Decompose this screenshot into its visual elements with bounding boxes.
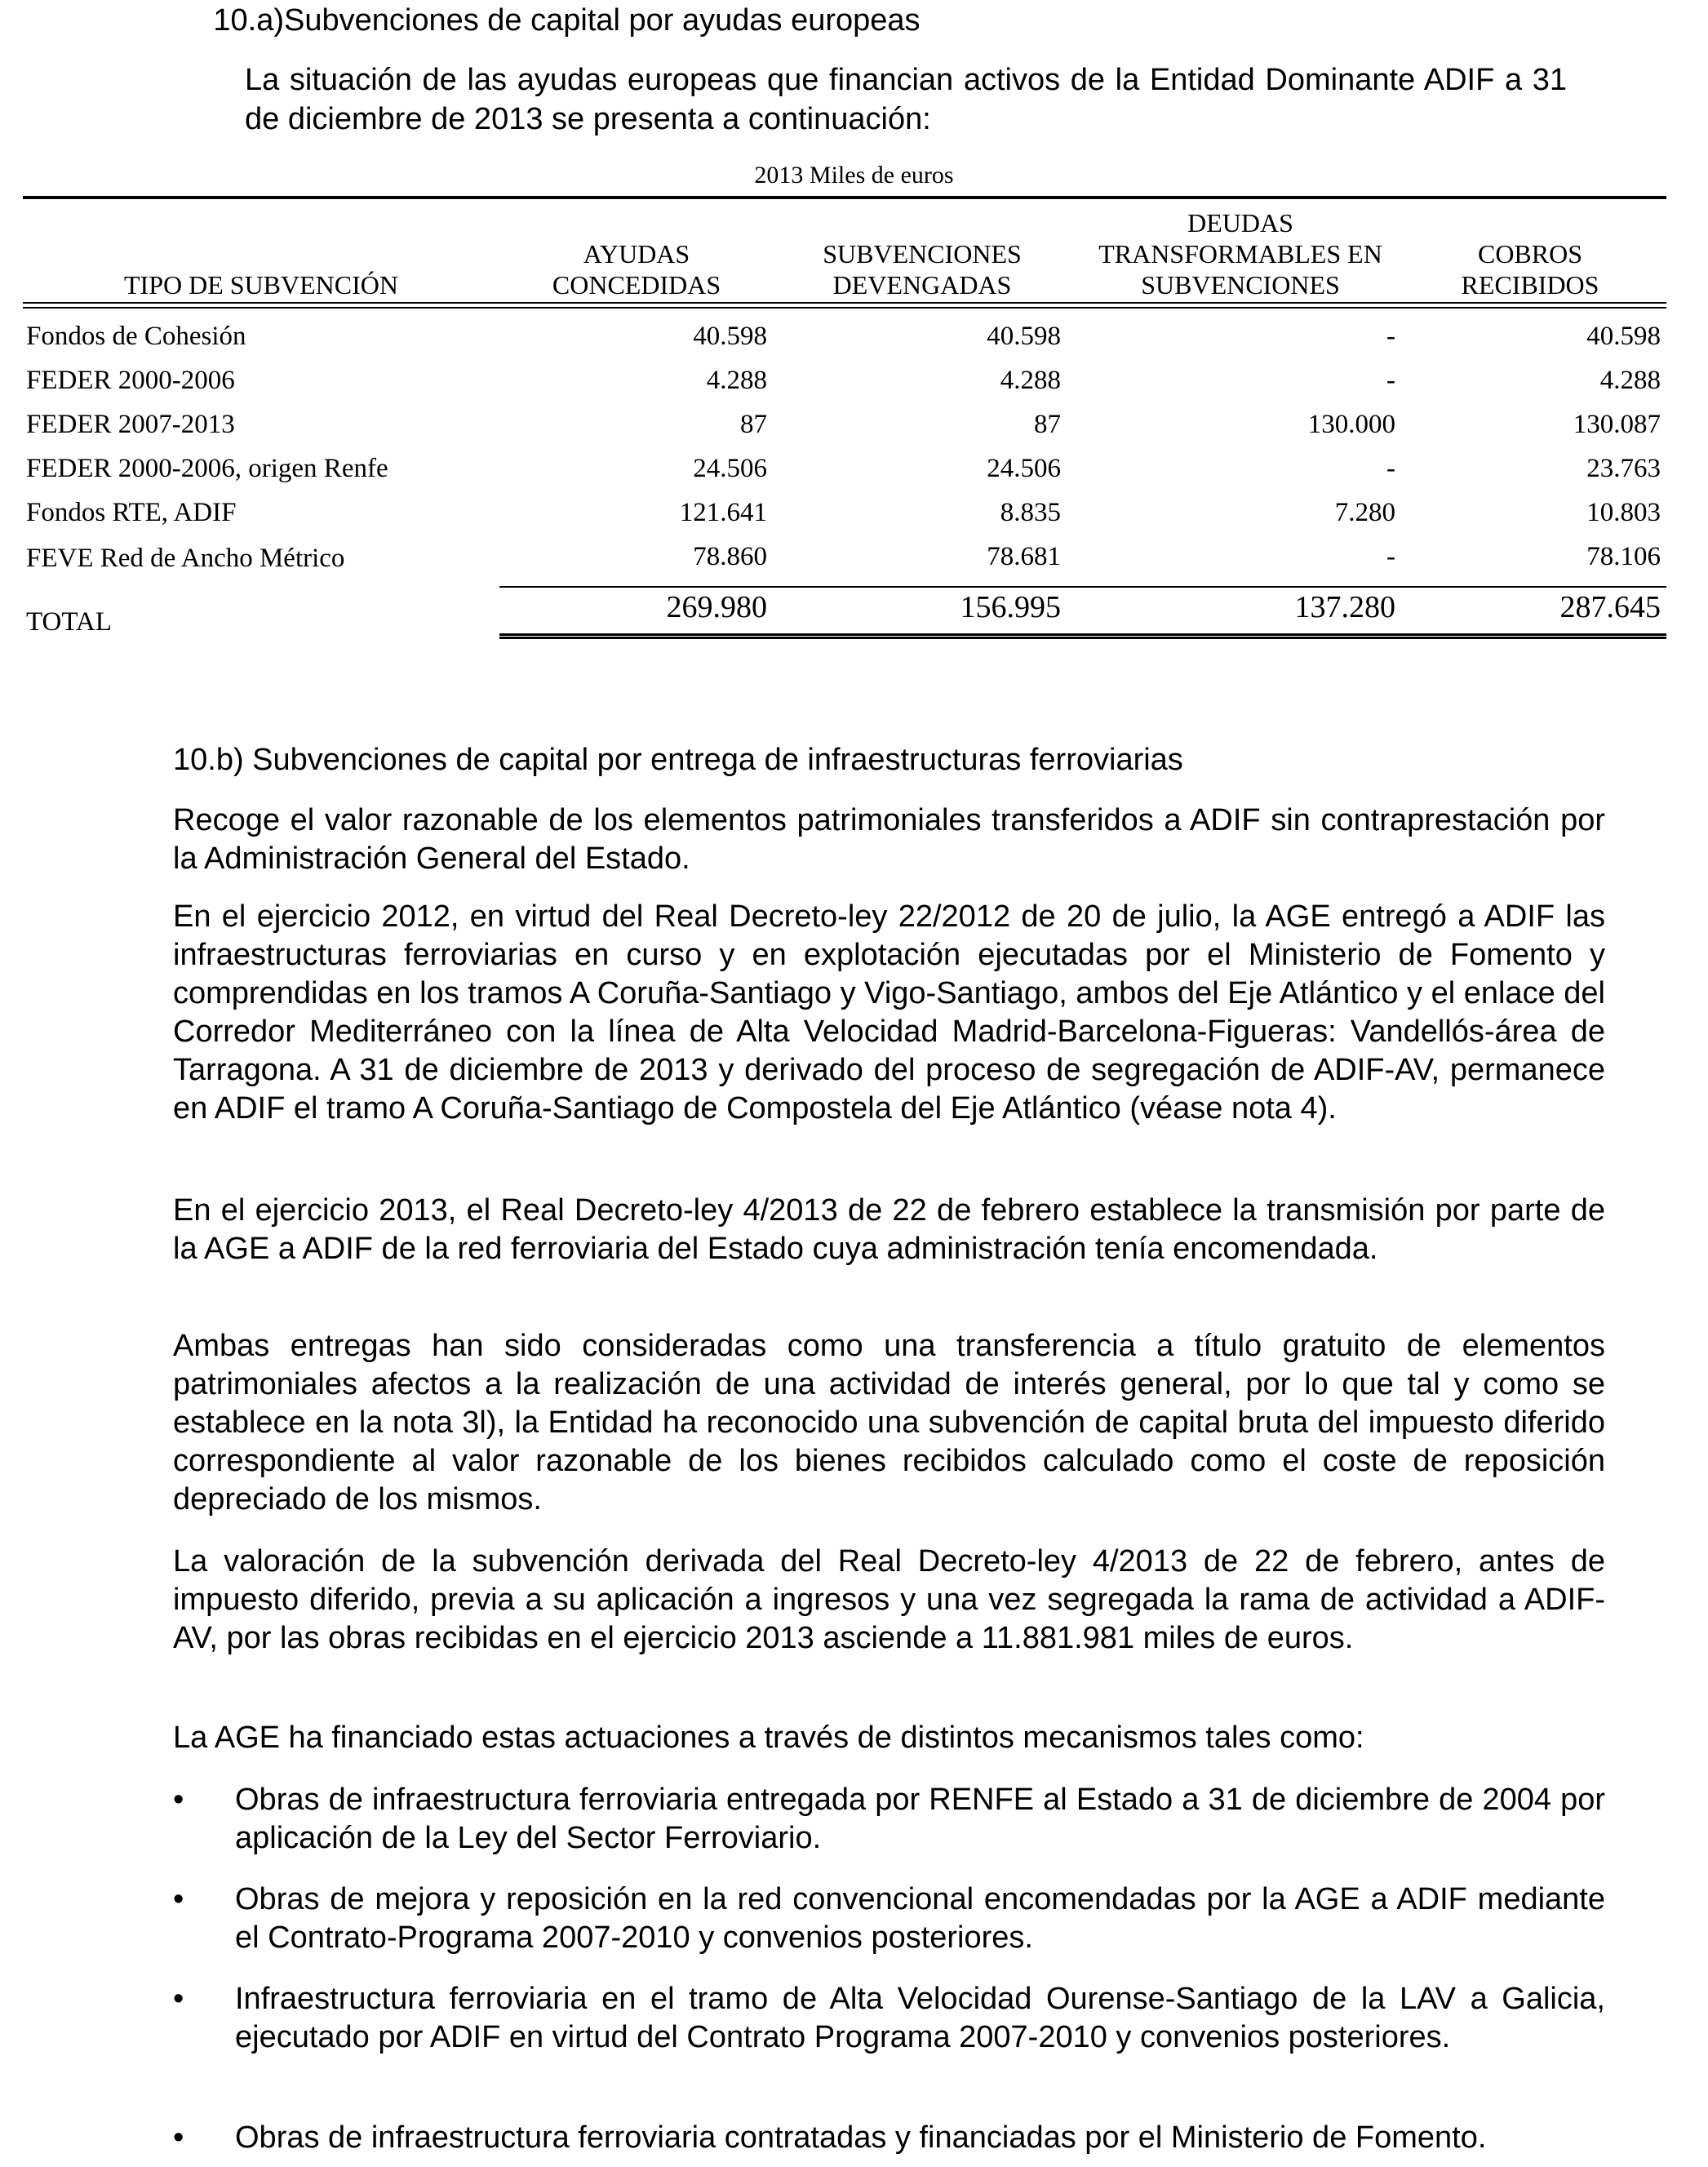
cell-ayudas: 78.860 (693, 542, 767, 571)
cell-cobros: 23.763 (1586, 454, 1661, 483)
cell-deudas: - (1386, 366, 1395, 395)
paragraph-3: En el ejercicio 2013, el Real Decreto-ley 4/2013 de 22 de febrero establece la transmisión por parte de la AGE a ADIF de la red ferroviaria del Estado cuya administración tenía encomendada. (173, 1193, 1605, 1266)
header-cobros-line1: COBROS (1477, 239, 1583, 269)
table-top-rule (23, 196, 1666, 199)
cell-cobros: 78.106 (1586, 542, 1661, 571)
cell-ayudas: 121.641 (679, 498, 767, 527)
cell-ayudas: 40.598 (693, 322, 767, 351)
section-a-heading (173, 3, 921, 38)
header-ayudas-line1: AYUDAS (583, 239, 690, 269)
row-label: Fondos de Cohesión (26, 322, 246, 351)
cell-subvenciones: 24.506 (987, 454, 1061, 483)
cell-deudas: 7.280 (1334, 498, 1395, 527)
total-double-rule (499, 633, 1666, 639)
paragraph-2: En el ejercicio 2012, en virtud del Real Decreto-ley 22/2012 de 20 de julio, la AGE entregó a ADIF las infraestructuras ferroviarias en curso y en explotación ejecutadas por el Ministerio de Fomento y comprendidas en los tramos A Coruña-Santiago y Vigo-Santiago, ambos del Eje Atlántico y el enlace del Corredor Mediterráneo con la línea de Alta Velocidad Madrid-Barcelona-Figueras: Vandellós-área de Tarragona. A 31 de diciembre de 2013 y derivado del proceso de segregación de ADIF-AV, permanece en ADIF el tramo A Coruña-Santiago de Compostela del Eje Atlántico (véase nota 4). (173, 899, 1605, 1126)
paragraph-1: Recoge el valor razonable de los elementos patrimoniales transferidos a ADIF sin contraprestación por la Administración General del Estado. (173, 803, 1605, 876)
header-cobros-line2: RECIBIDOS (1461, 270, 1599, 300)
header-subvenciones-line1: SUBVENCIONES (823, 239, 1022, 269)
header-deudas-line3: SUBVENCIONES (1141, 270, 1340, 300)
total-subvenciones: 156.995 (960, 590, 1061, 624)
header-deudas (1069, 207, 1412, 300)
header-ayudas (522, 238, 751, 300)
header-subvenciones-line2: DEVENGADAS (832, 270, 1012, 300)
bullet-symbol: • (173, 1882, 184, 1916)
total-ayudas: 269.980 (666, 590, 767, 624)
cell-ayudas: 4.288 (706, 366, 767, 395)
cell-cobros: 40.598 (1586, 322, 1661, 351)
cell-cobros: 10.803 (1586, 498, 1661, 527)
header-tipo: TIPO DE SUBVENCIÓN (124, 270, 398, 300)
row-label: FEDER 2000-2006 (26, 366, 235, 395)
section-a-number: 10.a) (213, 3, 284, 38)
header-cobros (1436, 238, 1624, 300)
bullet-text: Obras de infraestructura ferroviaria entregada por RENFE al Estado a 31 de diciembre de 2004 por aplicación de la Ley del Sector Ferroviario. (235, 1783, 1605, 1855)
bullet-text: Obras de mejora y reposición en la red convencional encomendadas por la AGE a ADIF mediante el Contrato-Programa 2007-2010 y convenios posteriores. (235, 1882, 1605, 1955)
cell-ayudas: 87 (740, 410, 767, 439)
bullet-symbol: • (173, 1982, 184, 2016)
total-label: TOTAL (26, 607, 112, 637)
paragraph-5: La valoración de la subvención derivada del Real Decreto-ley 4/2013 de 22 de febrero, antes de impuesto diferido, previa a su aplicación a ingresos y una vez segregada la rama de actividad a ADIF-AV, por las obras recibidas en el ejercicio 2013 asciende a 11.881.981 miles de euros. (173, 1544, 1605, 1655)
cell-deudas: - (1386, 542, 1395, 571)
row-label: Fondos RTE, ADIF (26, 498, 237, 527)
cell-cobros: 4.288 (1599, 366, 1661, 395)
row-label: FEVE Red de Ancho Métrico (26, 544, 345, 573)
cell-deudas: 130.000 (1307, 410, 1395, 439)
cell-subvenciones: 8.835 (1000, 498, 1061, 527)
cell-subvenciones: 4.288 (1000, 366, 1061, 395)
cell-cobros: 130.087 (1573, 410, 1661, 439)
header-subvenciones (804, 238, 1040, 300)
cell-subvenciones: 40.598 (987, 322, 1061, 351)
cell-ayudas: 24.506 (693, 454, 767, 483)
table-caption: 2013 Miles de euros (754, 162, 954, 189)
section-a-intro: La situación de las ayudas europeas que financian activos de la Entidad Dominante ADIF a 31 de diciembre de 2013 se presenta a continuación: (245, 63, 1567, 136)
bullet-symbol: • (173, 2120, 184, 2155)
paragraph-6: La AGE ha financiado estas actuaciones a través de distintos mecanismos tales como: (173, 1721, 1364, 1755)
total-top-rule (499, 586, 1666, 588)
header-deudas-line1: DEUDAS (1187, 208, 1293, 238)
row-label: FEDER 2007-2013 (26, 410, 235, 439)
header-ayudas-line2: CONCEDIDAS (552, 270, 721, 300)
row-label: FEDER 2000-2006, origen Renfe (26, 454, 388, 483)
bullet-text: Infraestructura ferroviaria en el tramo de Alta Velocidad Ourense-Santiago de la LAV a Galicia, ejecutado por ADIF en virtud del Contrato Programa 2007-2010 y convenios posteriores. (235, 1982, 1605, 2054)
total-deudas: 137.280 (1294, 590, 1395, 624)
cell-subvenciones: 87 (1034, 410, 1061, 439)
bullet-symbol: • (173, 1783, 184, 1817)
cell-subvenciones: 78.681 (987, 542, 1061, 571)
section-a-title: Subvenciones de capital por ayudas europeas (284, 3, 921, 38)
section-b-heading: 10.b) Subvenciones de capital por entrega de infraestructuras ferroviarias (173, 743, 1183, 777)
bullet-text: Obras de infraestructura ferroviaria contratadas y financiadas por el Ministerio de Fomento. (235, 2120, 1487, 2155)
cell-deudas: - (1386, 454, 1395, 483)
header-double-rule (23, 302, 1666, 309)
header-deudas-line2: TRANSFORMABLES EN (1098, 239, 1382, 269)
paragraph-4: Ambas entregas han sido consideradas como una transferencia a título gratuito de elementos patrimoniales afectos a la realización de una actividad de interés general, por lo que tal y como se establece en la nota 3l), la Entidad ha reconocido una subvención de capital bruta del impuesto diferido correspondiente al valor razonable de los bienes recibidos calculado como el coste de reposición depreciado de los mismos. (173, 1329, 1605, 1516)
total-cobros: 287.645 (1559, 590, 1661, 624)
cell-deudas: - (1386, 322, 1395, 351)
